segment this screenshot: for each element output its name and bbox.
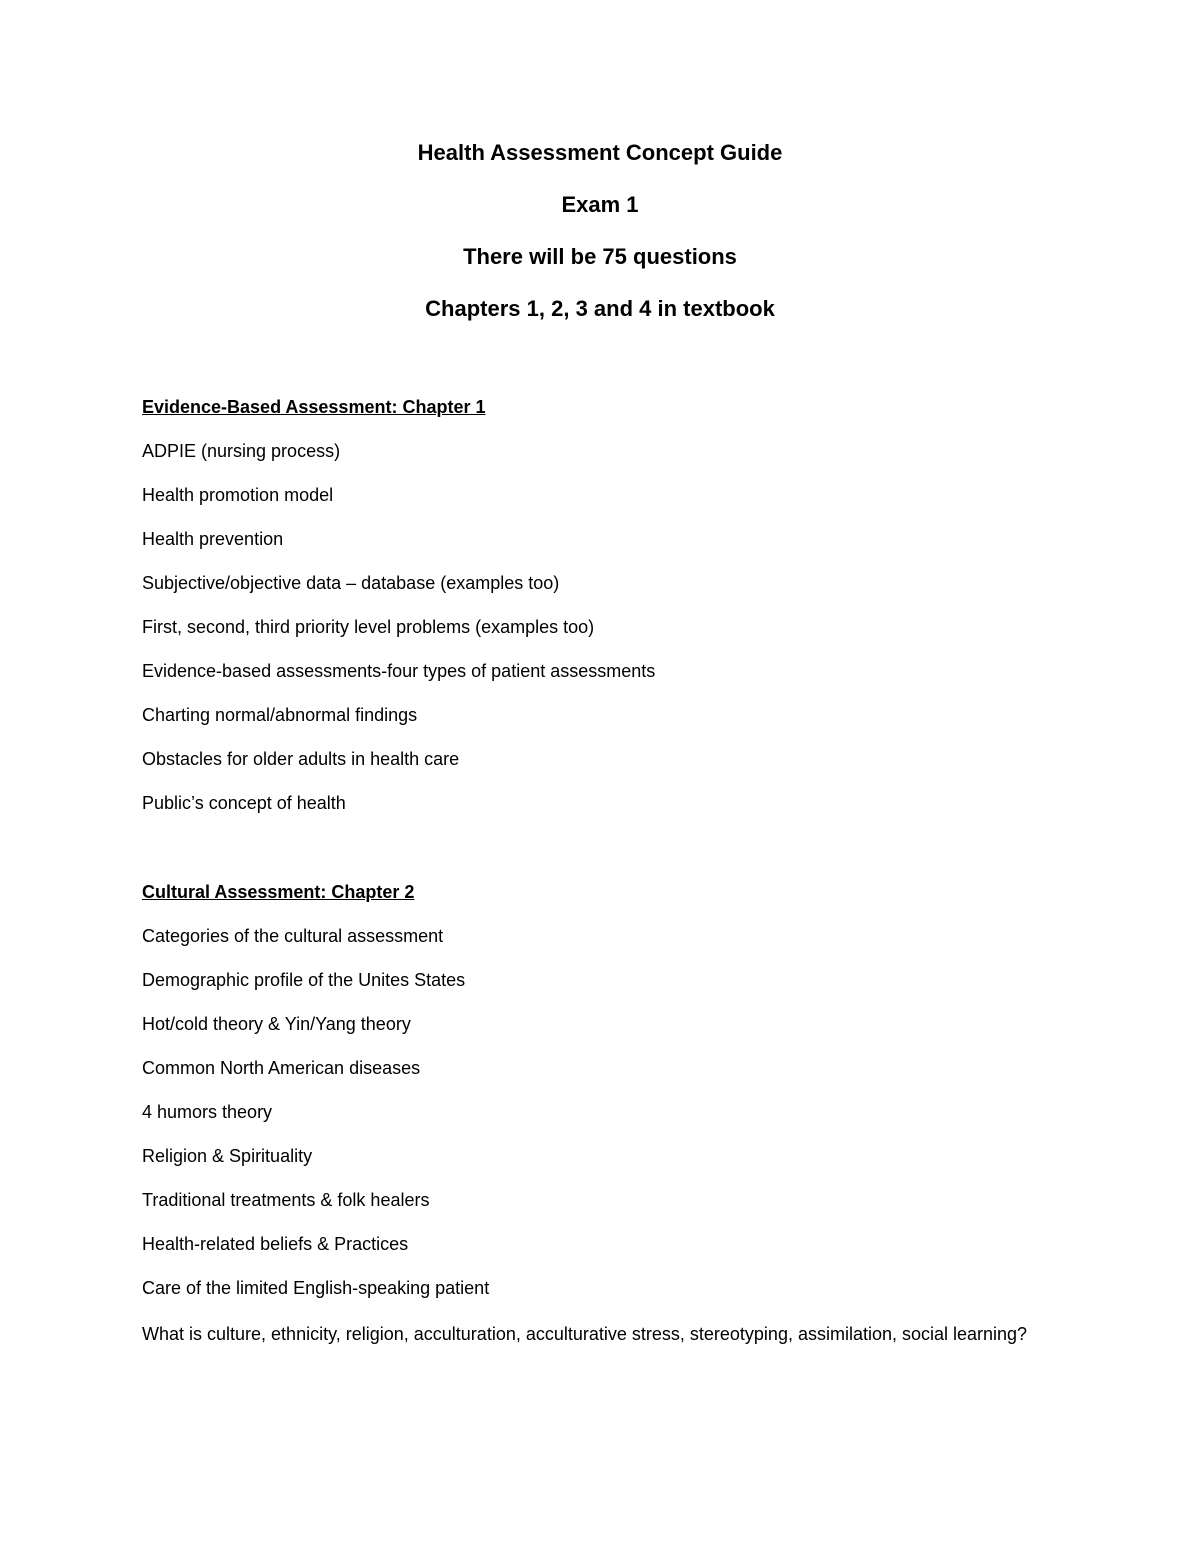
section-heading: Cultural Assessment: Chapter 2 [142, 882, 415, 902]
list-item: Health-related beliefs & Practices [142, 1234, 409, 1254]
section-heading: Evidence-Based Assessment: Chapter 1 [142, 397, 486, 417]
list-item: ADPIE (nursing process) [142, 441, 341, 461]
list-item: Traditional treatments & folk healers [142, 1190, 430, 1210]
list-item: Common North American diseases [142, 1058, 421, 1078]
list-item: Subjective/objective data – database (examples too) [142, 573, 560, 593]
exam-number: Exam 1 [561, 192, 639, 217]
list-item: Obstacles for older adults in health care [142, 749, 460, 769]
list-item: Health promotion model [142, 485, 334, 505]
document-title: Health Assessment Concept Guide [417, 140, 783, 165]
section-evidence-based-assessment [142, 395, 1052, 835]
list-item: First, second, third priority level problems (examples too) [142, 617, 595, 637]
chapters-covered: Chapters 1, 2, 3 and 4 in textbook [425, 296, 775, 321]
question-count: There will be 75 questions [463, 244, 737, 269]
list-item: Evidence-based assessments-four types of patient assessments [142, 661, 656, 681]
list-item: What is culture, ethnicity, religion, acculturation, acculturative stress, stereotyping, assimilation, social learning? [142, 1324, 1028, 1344]
list-item: 4 humors theory [142, 1102, 273, 1122]
list-item: Categories of the cultural assessment [142, 926, 444, 946]
section-cultural-assessment [142, 880, 1052, 1368]
list-item: Charting normal/abnormal findings [142, 705, 418, 725]
list-item: Demographic profile of the Unites States [142, 970, 466, 990]
list-item: Public’s concept of health [142, 793, 346, 813]
list-item: Religion & Spirituality [142, 1146, 313, 1166]
list-item: Care of the limited English-speaking patient [142, 1278, 490, 1298]
list-item: Hot/cold theory & Yin/Yang theory [142, 1014, 411, 1034]
list-item: Health prevention [142, 529, 284, 549]
title-block [0, 140, 1200, 348]
